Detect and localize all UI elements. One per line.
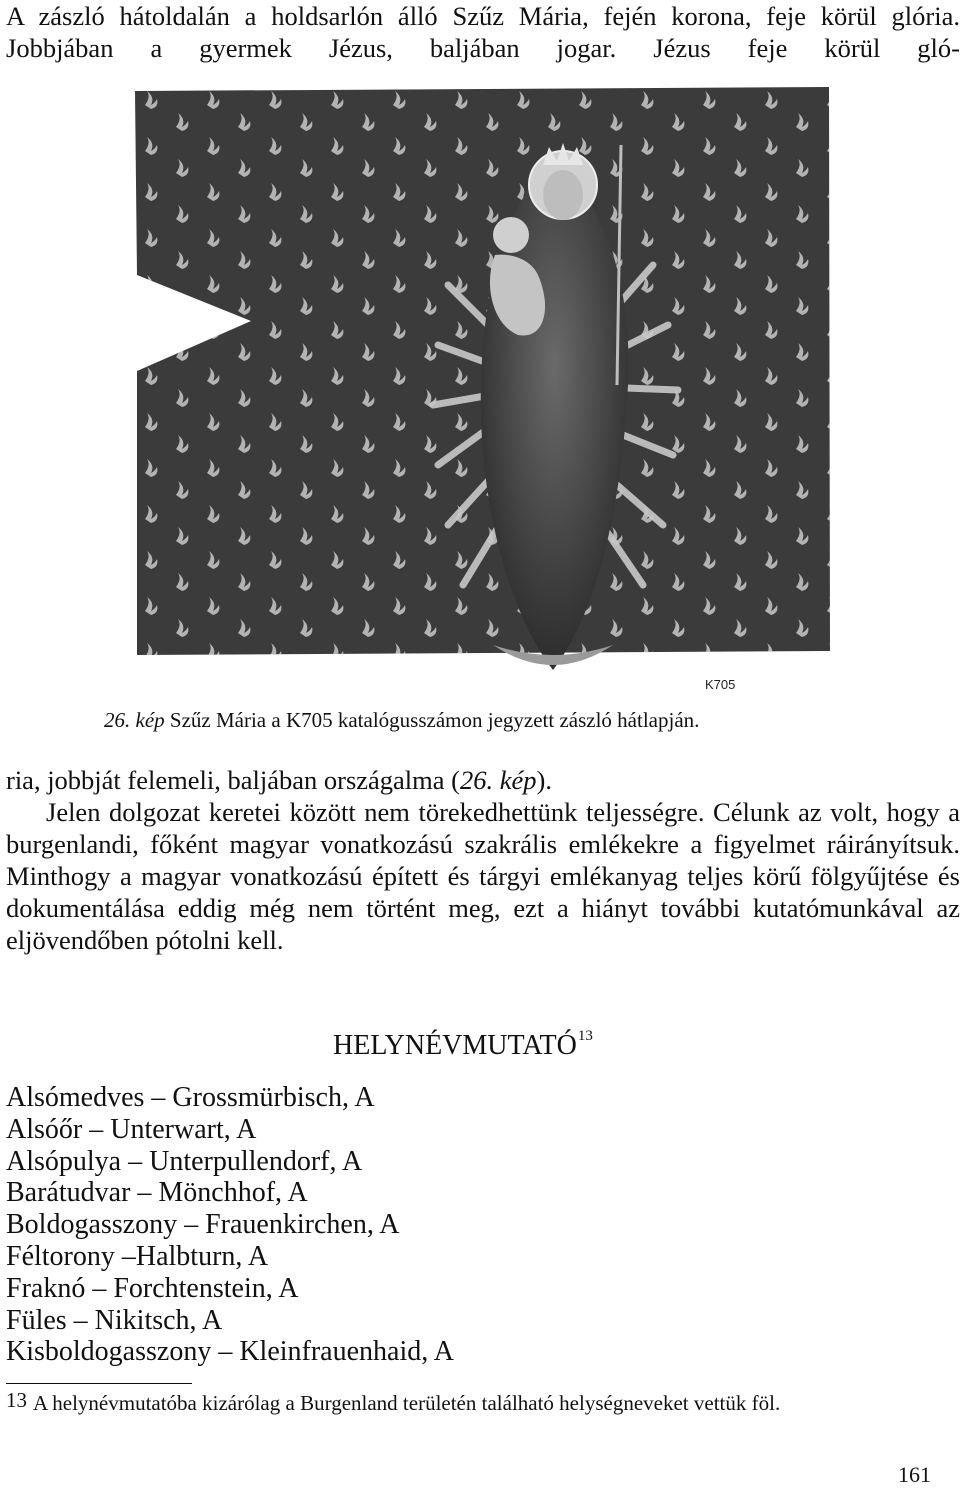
catalog-label: K705 (705, 677, 736, 692)
footnote-rule (6, 1383, 192, 1384)
index-item: Boldogasszony – Frauenkirchen, A (6, 1209, 400, 1241)
index-item: Alsópulya – Unterpullendorf, A (6, 1145, 363, 1177)
footnote-number: 13 (6, 1388, 27, 1412)
figure-caption (104, 706, 699, 734)
caption-text: Szűz Mária a K705 katalógusszámon jegyzett zászló hátlapján. (164, 708, 700, 732)
index-item: Alsóőr – Unterwart, A (6, 1113, 257, 1145)
footnote (6, 1389, 780, 1417)
index-heading (333, 1018, 593, 1064)
index-item: Kisboldogasszony – Kleinfrauenhaid, A (6, 1336, 454, 1368)
continuation-ref: 26. kép (459, 765, 537, 795)
index-item: Féltorony –Halbturn, A (6, 1240, 269, 1272)
index-item: Barátudvar – Mönchhof, A (6, 1177, 308, 1209)
paragraph-2: Jelen dolgozat keretei között nem törekedhettünk teljességre. Célunk az volt, hogy a burgenlandi, főként magyar vonatkozású szakrális emlékekre a figyelmet ráirányítsuk. Minthogy a magyar vonatkozású épített és tárgyi emlékanyag teljes körű fölgyűjtése és dokumentálása eddig még nem történt meg, ezt a hiányt további kutatómunkával az eljövendőben pótolni kell. (6, 797, 960, 955)
heading-footnote-mark: 13 (577, 1028, 593, 1044)
footnote-text: A helynévmutatóba kizárólag a Burgenland területén található helységneveket vettük föl. (33, 1391, 781, 1415)
intro-paragraph: A zászló hátoldalán a holdsarlón álló Szűz Mária, fején korona, feje körül glória. Jobbjában a gyermek Jézus, baljában jogar. Jézus feje körül gló- (6, 1, 960, 63)
index-item: Füles – Nikitsch, A (6, 1304, 223, 1336)
continuation-line (6, 764, 960, 796)
banner-photo (133, 85, 832, 696)
child-head (493, 217, 529, 253)
index-heading-text: HELYNÉVMUTATÓ (333, 1030, 577, 1061)
index-item: Alsómedves – Grossmürbisch, A (6, 1082, 375, 1113)
page-number: 161 (898, 1462, 931, 1487)
continuation-before: ria, jobbját felemeli, baljában országalma ( (6, 765, 460, 795)
place-name-index (6, 1082, 454, 1368)
mary-head (543, 170, 583, 220)
caption-ref: 26. kép (104, 708, 165, 732)
index-item: Fraknó – Forchtenstein, A (6, 1272, 299, 1304)
continuation-after: ). (536, 765, 552, 795)
